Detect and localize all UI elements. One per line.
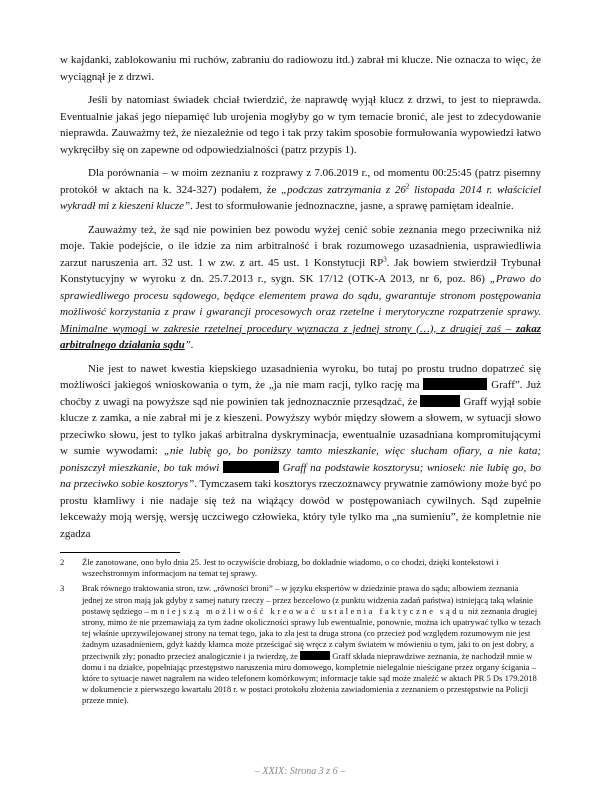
paragraph-3-quote-b: listopada 2014 r. właściciel wykradł mi z kieszeni klucze” bbox=[60, 183, 542, 212]
footnote-2-number: 2 bbox=[60, 557, 65, 567]
paragraph-5-text-d: . Tymczasem taki kosztorys rzeczoznawcy prywatnie zamówiony może być po prostu kłamliwy i nie nadaje się też na wiążący dowód w postępowaniach cywilnych. Sąd zupełnie lekceważy moją wersję, wersję uczciwego człowieka, który tyle tylko ma „na sumieniu”, że kompletnie nie zgadza bbox=[60, 478, 542, 540]
page-footer: – XXIX: Strona 3 z 6 – bbox=[254, 766, 346, 777]
footnote-3 bbox=[60, 583, 541, 706]
paragraph-4-quote-end: ”. bbox=[184, 339, 194, 351]
footnote-3-number: 3 bbox=[60, 583, 65, 594]
paragraph-5-quote-a: „nie lubię go, bo poniższy tamto mieszkanie, więc słucham ofiary, a nie kata; poniszczył mieszkanie, bo tak mówi bbox=[60, 445, 541, 474]
paragraph-3-text-a: Dla porównania – w moim zeznaniu z rozprawy z 7.06.2019 r., od momentu 00:25:45 (patrz pisemny protokół w aktach na k. 324-327) podałem, że bbox=[60, 167, 541, 196]
footnote-3-spaced-text: mniejszą możliwość kreować ustalenia faktyczne sądu bbox=[150, 605, 466, 616]
paragraph-4-quote: „Prawo do sprawiedliwego procesu sądowego, będące elementem prawa do sądu, gwarantuje stronom postępowania możliwość korzystania z praw i gwarancji procesowych oraz rzetelne i merytoryczne rozpatrzenie sprawy. bbox=[60, 273, 541, 318]
footnote-ref-2[interactable]: 2 bbox=[405, 181, 410, 190]
paragraph-4-text-b: . Jak bowiem stwierdził Trybunał Konstytucyjny w wyroku z dn. 25.7.2013 r., sygn. SK 17/12 (OTK-A 2013, nr 6, poz. 86) bbox=[60, 256, 541, 285]
redaction-block-3 bbox=[223, 461, 279, 473]
paragraph-4-text-a: Zauważmy też, że sąd nie powinien bez powodu wyżej cenić sobie zeznania mego przeciwnika niż moje. Takie podejście, o ile idzie za nim arbitralność i brak rozumowego uzasadnienia, usprawiedliwia zarzut naruszenia art. 32 ust. 1 w zw. z art. 45 ust. 1 Konstytucji RP bbox=[60, 223, 541, 269]
paragraph-4 bbox=[60, 222, 541, 354]
footnote-ref-3[interactable]: 3 bbox=[383, 254, 387, 263]
paragraph-3-text-b: . Jest to sformułowanie jednoznaczne, jasne, a sprawę pamiętam idealnie. bbox=[190, 200, 514, 212]
paragraph-4-quote-underlined: Minimalne wymogi w zakresie rzetelnej procedury wyznacza z jednej strony (…), z drugiej zaś – bbox=[60, 322, 516, 335]
footnote-3-text-b: niż zeznania drugiej strony, mimo że nie przemawiają za tym żadne okoliczności sprawy lub ewentualnie, ponownie, można ich upatrywać tylko w tezach tej właśnie uprzywilejowanej strony na temat tego, jaka to zła jest ta druga strona (co przecież pod względem rozumowym nie jest żadnym uzasadnieniem, gdyż każdy kłamca może prześcigać się wręcz z całym światem w mówieniu o tym, jaki to on jest dobry, a przeciwnik zły; ponadto przecież analogicznie i ja twierdzę, że bbox=[82, 605, 541, 661]
paragraph-3 bbox=[60, 165, 541, 215]
paragraph-1: w kajdanki, zablokowaniu mi ruchów, zabraniu do radiowozu itd.) zabrał mi klucze. Nie oznacza to więc, że wyciągnął je z drzwi. bbox=[60, 54, 541, 83]
paragraph-4-quote-bold: zakaz arbitralnego działania sądu bbox=[60, 322, 541, 351]
paragraph-5-text-c: Graff wyjął sobie klucze z zamka, a nie zabrał mi je z kieszeni. Powyższy wybór między słowem a słowem, w sytuacji słowo przeciwko słowu, jest to tylko jakaś arbitralna dyskryminacja, ewentualnie uzasadniana kompromitującymi w sumie wywodami: bbox=[60, 395, 542, 457]
paragraph-5-text-a: Nie jest to nawet kwestia kiepskiego uzasadnienia wyroku, bo tutaj po prostu trudno dopatrzeć się możliwości jakiegoś wnioskowania o tym, że „ja nie mam racji, tylko rację ma bbox=[60, 362, 541, 391]
footnote-2-text: Źle zanotowane, ono było dnia 25. Jest to oczywiście drobiazg, bo dokładnie wiadomo, o co chodzi, dzięki kontekstowi i wszechstronnym informacjom na temat tej sprawy. bbox=[82, 557, 499, 579]
paragraph-2: Jeśli by natomiast świadek chciał twierdzić, że naprawdę wyjął klucz z drzwi, to jest to nieprawda. Eventualnie jakaś jego niepamięć lub urojenia mogłyby go w tym temacie bronić, ale jest to zdecydowanie nieprawda. Zauważmy też, że niezależnie od tego i tak przy takim sposobie formułowania wypowiedzi łatwo wykręciłby się on zapewne od odpowiedzialności (patrz przypis 1). bbox=[60, 94, 541, 156]
paragraph-3-quote-a: „podczas zatrzymania z 26 bbox=[281, 183, 406, 196]
redaction-block-2 bbox=[420, 395, 460, 407]
document-page bbox=[60, 52, 541, 707]
paragraph-5-quote-b: Graff na podstawie kosztorysu; wniosek: nie lubię go, bo na przeciwko sobie kosztorys” bbox=[60, 461, 541, 490]
footnote-separator bbox=[60, 552, 180, 553]
footnote-3-text bbox=[82, 583, 541, 706]
paragraph-5 bbox=[60, 361, 541, 543]
redaction-block-4 bbox=[300, 651, 330, 660]
footnote-2 bbox=[60, 557, 541, 579]
paragraph-5-text-b: Graff”. Już choćby z uwagi na powyższe sąd nie powinien tak jednoznacznie przesądzać, że bbox=[60, 379, 541, 408]
redaction-block-1 bbox=[423, 378, 487, 390]
footnote-3-text-c: Graff składa nieprawdziwe zeznania, że nachodził mnie w domu i na działce, popełniając przestępstwo naruszenia miru domowego, kompletnie nielegalnie nieścigane przez organy ścigania – które to sytuacje nawet nagrałem na wideo telefonem komórkowym; informacje takie sąd może znaleźć w aktach PR 5 Ds 179.2018 w dokumencie z pierwszego kwartału 2018 r. w postaci protokołu złożenia zawiadomienia z zeznaniem o przestępstwie na Policji przeze mnie). bbox=[82, 650, 537, 706]
footnote-3-text-a: Brak równego traktowania stron, tzw. „równości broni” – w języku ekspertów w dziedzinie prawa do sądu; albowiem zeznania jednej ze stron mają jak gdyby z samej natury rzeczy – przez bezcelowo (z punktu widzenia zadań państwa) istniejącą taką właśnie postawę sędziego – bbox=[82, 583, 533, 616]
